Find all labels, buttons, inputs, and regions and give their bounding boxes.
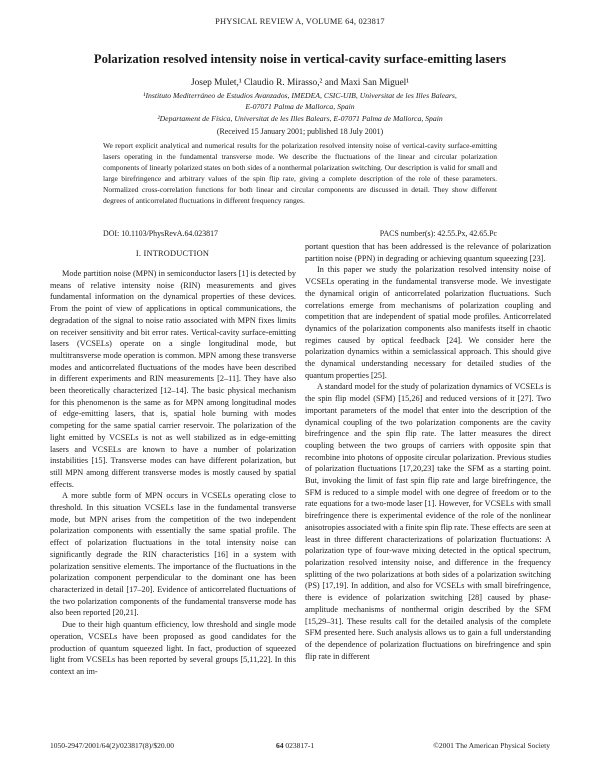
paragraph: A standard model for the study of polarization dynamics of VCSELs is the spin flip model (SFM) [15,26] and reduced versions of it [27]. Two important parameters of the model that enter into the description of the dynamical coupling of the two polarization components are the cavity birefringence and the spin flip rate. The latter measures the direct coupling between the two groups of carriers with opposite spin that recombine into photons of opposite circular polarization. Previous studies of polarization fluctuations [17,20,23] take the SFM as a starting point. But, invoking the limit of fast spin flip rate and large birefringence, the SFM is reduced to a simple model with one degree of freedom or to the rate equations for a two-mode laser [1]. However, for VCSELs with small birefringence there is experimental evidence of the role of the nonlinear anisotropies associated with a finite spin flip rate. These effects are seen at least in three different characterizations of polarization fluctuations: A polarization type of four-wave mixing detected in the optical spectrum, polarization resolved intensity noise, and difference in the frequency splitting of the two polarizations at both sides of a polarization switching (PS) [17,19]. In addition, and also for VCSELs with small birefringence, there is evidence of polarization switching [28] caused by phase-amplitude mechanisms of nonthermal origin described by the SFM [15,29–31]. These results call for the detailed analysis of the complete SFM presented here. Such analysis allows us to gain a full understanding of the dependence of polarization fluctuations on birefringence and spin flip rate in different: [305, 382, 551, 661]
paper-title: Polarization resolved intensity noise in vertical-cavity surface-emitting lasers: [93, 52, 507, 66]
author-list: Josep Mulet,¹ Claudio R. Mirasso,² and Maxi San Miguel¹: [190, 78, 410, 88]
affiliation-2: ²Departament de Física, Universitat de les Illes Balears, E-07071 Palma de Mallorca, Spain: [157, 114, 443, 123]
affiliation-1-city: E-07071 Palma de Mallorca, Spain: [245, 102, 355, 111]
journal-header: PHYSICAL REVIEW A, VOLUME 64, 023817: [215, 17, 385, 26]
paragraph: Mode partition noise (MPN) in semiconductor lasers [1] is detected by means of relative intensity noise (RIN) measurements and gives fundamental information on the dynamical properties of these devices. From the point of view of applications in optical communications, the degradation of the signal to noise ratio associated with MPN fixes limits on receiver sensitivity and bit error rates. Vertical-cavity surface-emitting lasers (VCSELs) operate on a single longitudinal mode, but multitransverse mode operation is common. MPN among these transverse modes and anticorrelated fluctuations of the modes have been described in different experiments and RIN measurements [2–11]. They have also been theoretically characterized [12–14]. The basic physical mechanism for this phenomenon is the same as for MPN among longitudinal modes of edge-emitting lasers, that is, spatial hole burning with modes competing for the same spatial carrier reservoir. The polarization of the light emitted by VCSELs is not as well stabilized as in edge-emitting lasers and VCSELs are known to have a number of polarization instabilities [15]. Transverse modes can have different polarization, but still MPN among different transverse modes is mostly caused by spatial effects.: [50, 269, 296, 489]
paragraph: A more subtle form of MPN occurs in VCSELs operating close to threshold. In this situation VCSELs lase in the fundamental transverse mode, but MPN arises from the competition of the two independent polarization components with essentially the same spatial profile. The effect of polarization fluctuations in the total intensity noise can significantly degrade the RIN characteristics [16] in a system with polarization sensitive elements. The importance of the fluctuations in the polarization component perpendicular to the dominant one has been characterized in detail [17–20]. Evidence of anticorrelated fluctuations of the two polarization components of the fundamental transverse mode has also been reported [20,21].: [50, 491, 296, 618]
section-heading: I. INTRODUCTION: [135, 249, 210, 258]
footer-page-number: [276, 741, 314, 750]
affiliation-1: ¹Instituto Mediterráneo de Estudios Avanzados, IMEDEA, CSIC-UIB, Universitat de les Illes Balears,: [143, 91, 457, 100]
received-dates: (Received 15 January 2001; published 18 July 2001): [216, 127, 384, 136]
footer-page: 023817-1: [283, 741, 315, 750]
abstract: We report explicit analytical and numerical results for the polarization resolved intensity noise of vertical-cavity surface-emitting lasers operating in the fundamental transverse mode. We describe the fluctuations of the linear and circular polarization components of linearly polarized states on both sides of a nonthermal polarization switching. Our description is valid for small and large birefringence and arbitrary values of the spin flip rate, giving a complete description of the role of these parameters. Normalized cross-correlation functions for both linear and circular components are discussed in detail. They show different degrees of anticorrelated fluctuations in different frequency ranges.: [103, 141, 497, 205]
footer-issn: 1050-2947/2001/64(2)/023817(8)/$20.00: [50, 741, 174, 750]
footer-volume: 64: [276, 741, 284, 750]
left-column: [50, 268, 296, 678]
footer-copyright: ©2001 The American Physical Society: [433, 741, 550, 750]
paragraph: portant question that has been addressed is the relevance of polarization partition noise (PPN) in degrading or achieving quantum squeezing [23].: [305, 242, 551, 263]
doi: DOI: 10.1103/PhysRevA.64.023817: [103, 229, 218, 238]
paragraph: Due to their high quantum efficiency, low threshold and single mode operation, VCSELs have been proposed as good candidates for the production of quantum squeezed light. In fact, production of squeezed light from VCSELs has been reported by several groups [5,11,22]. In this context an im-: [50, 620, 296, 676]
paragraph: In this paper we study the polarization resolved intensity noise of VCSELs operating in the fundamental transverse mode. We investigate the dynamical origin of anticorrelated polarization fluctuations. Such correlations emerge from mechanisms of polarization coupling and competition that are independent of spatial mode profiles. Anticorrelated dynamics of the polarization components also manifests itself in chaotic regimes caused by optical feedback [24]. We consider here the polarization dynamics within a semiclassical approach. This should give the dynamical understanding necessary for detailed studies of the quantum properties [25].: [305, 265, 551, 380]
pacs-numbers: PACS number(s): 42.55.Px, 42.65.Pc: [379, 229, 497, 238]
right-column: [305, 241, 551, 662]
